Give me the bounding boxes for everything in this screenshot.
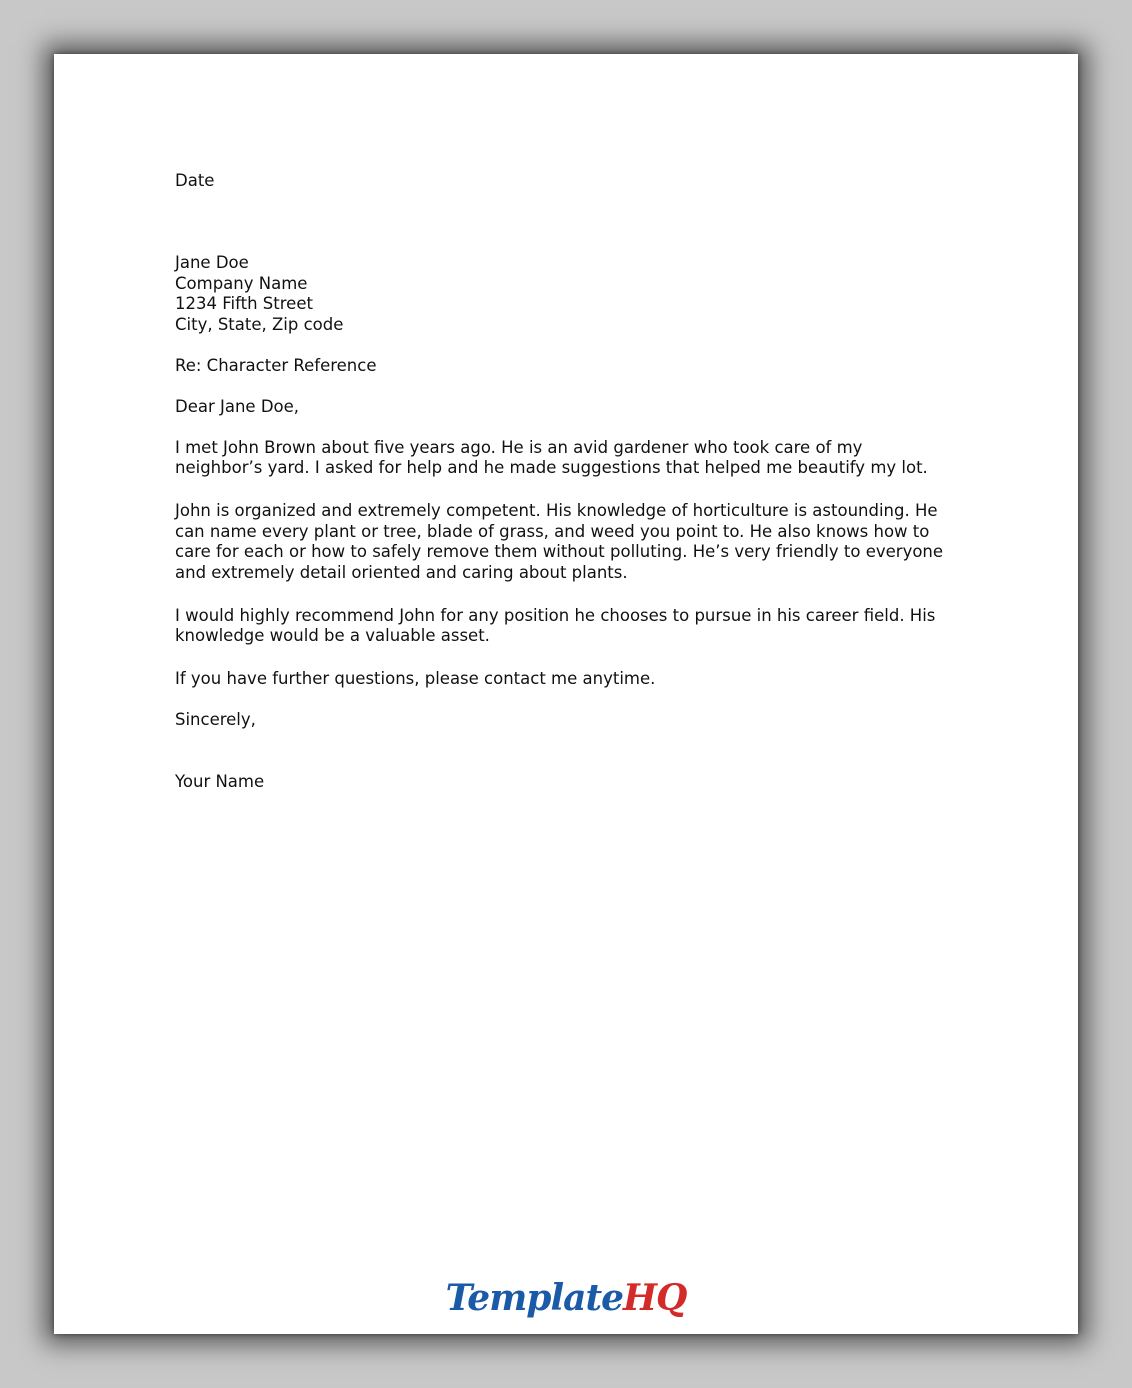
logo-part-template: Template: [445, 1277, 623, 1319]
recipient-name: Jane Doe: [175, 253, 249, 272]
paragraph-line: care for each or how to safely remove them without polluting. He’s very friendly to everyone: [175, 542, 944, 561]
recipient-company: Company Name: [175, 273, 308, 293]
paragraph-4: [175, 669, 975, 690]
paragraph-line: knowledge would be a valuable asset.: [175, 626, 490, 645]
paragraph-line: I would highly recommend John for any position he chooses to pursue in his career field. His: [175, 605, 936, 625]
letter-date: Date: [175, 171, 215, 190]
paragraph-line: If you have further questions, please contact me anytime.: [175, 669, 656, 688]
letter-salutation: Dear Jane Doe,: [175, 396, 300, 416]
signature-name: Your Name: [175, 771, 265, 791]
letter-subject: Re: Character Reference: [175, 355, 377, 375]
document-page: [54, 54, 1078, 1334]
letter-closing: Sincerely,: [175, 710, 256, 729]
recipient-street: 1234 Fifth Street: [175, 294, 313, 313]
recipient-city: City, State, Zip code: [175, 314, 344, 334]
paragraph-line: John is organized and extremely competent. His knowledge of horticulture is astounding. He: [175, 501, 938, 520]
paragraph-line: neighbor’s yard. I asked for help and he made suggestions that helped me beautify my lot.: [175, 458, 928, 477]
recipient-address: [175, 253, 975, 335]
paragraph-2: [175, 501, 975, 583]
paragraph-line: I met John Brown about five years ago. He is an avid gardener who took care of my: [175, 437, 863, 457]
letter-body: [175, 171, 975, 792]
paragraph-line: can name every plant or tree, blade of grass, and weed you point to. He also knows how to: [175, 521, 930, 541]
paragraph-1: [175, 438, 975, 479]
templatehq-logo: [54, 1276, 1078, 1320]
paragraph-line: and extremely detail oriented and caring about plants.: [175, 562, 628, 582]
paragraph-3: [175, 606, 975, 647]
logo-part-hq: HQ: [623, 1277, 687, 1319]
